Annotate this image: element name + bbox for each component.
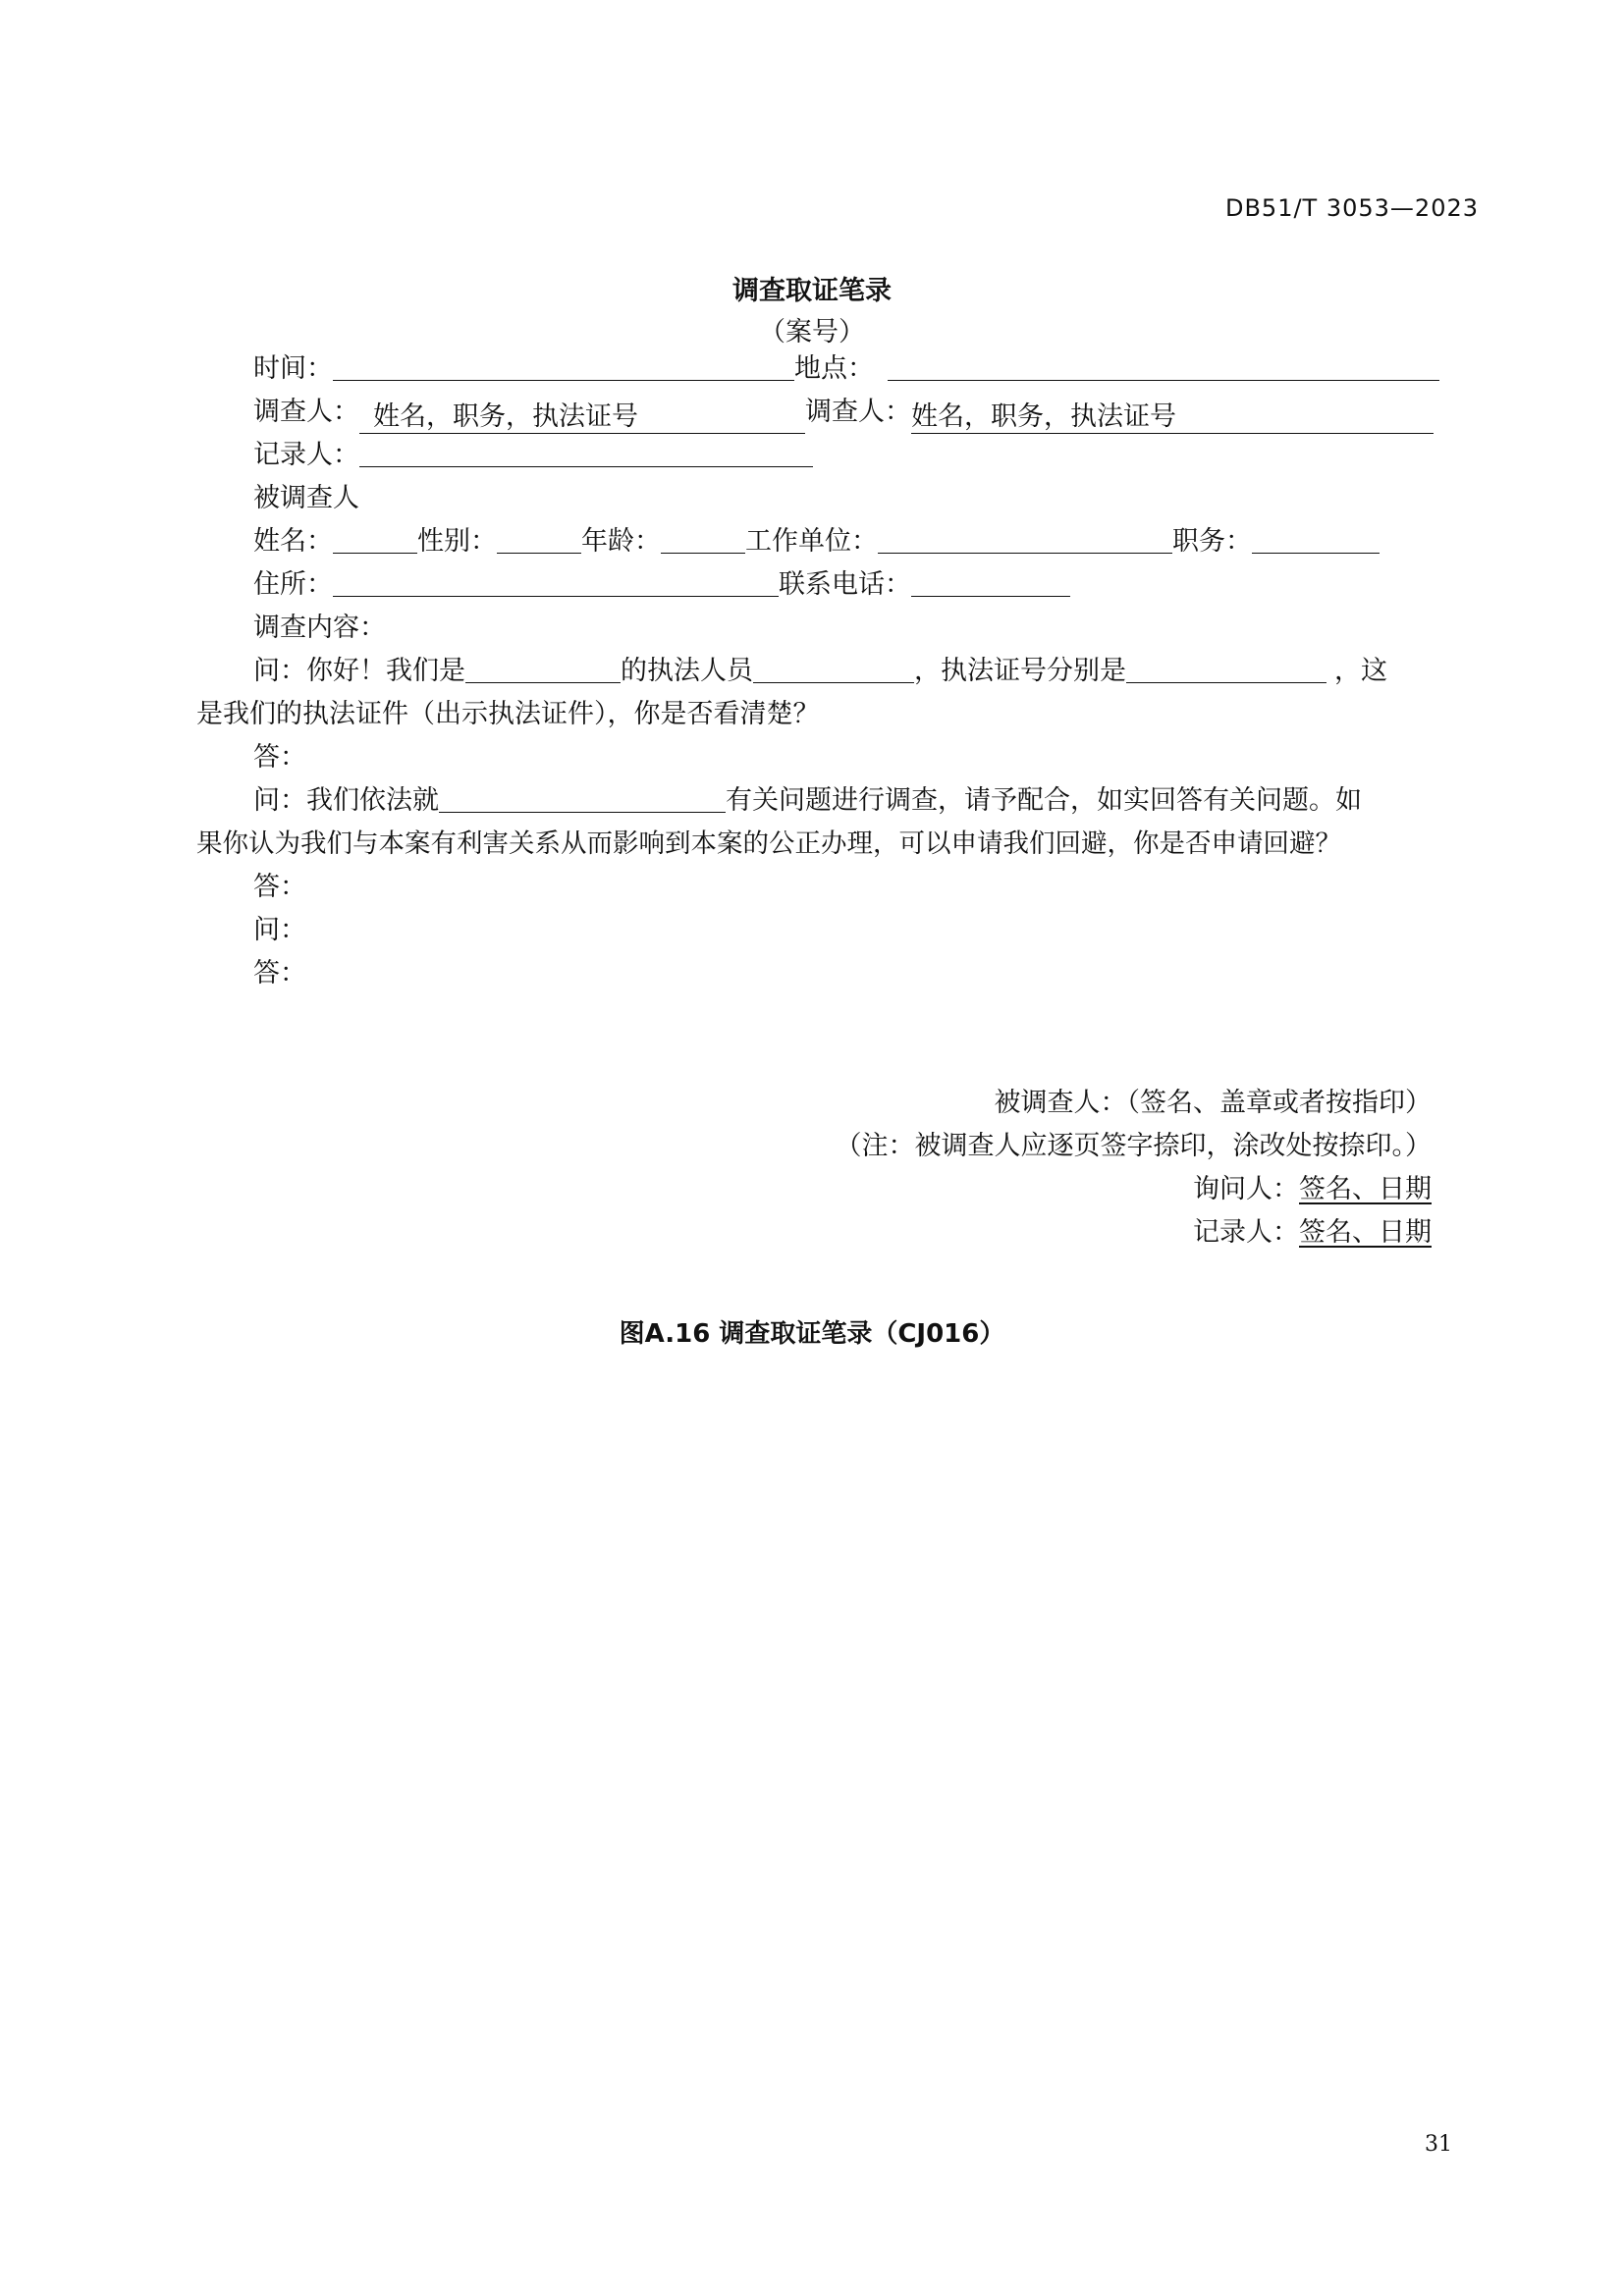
address-label: 住所：: [253, 569, 333, 600]
question-2-line-1: [253, 779, 1432, 823]
position-label: 职务：: [1172, 526, 1252, 557]
inquirer-label: 询问人：: [1193, 1174, 1299, 1204]
place-blank[interactable]: [888, 352, 1439, 381]
phone-blank[interactable]: [911, 568, 1070, 597]
respondent-signature: 被调查人：（签名、盖章或者按指印）: [994, 1088, 1432, 1118]
answer-1: 答：: [253, 742, 306, 773]
investigator-label-1: 调查人：: [253, 397, 359, 427]
recorder-label: 记录人：: [253, 440, 359, 470]
certificate-no-blank[interactable]: [1126, 655, 1326, 683]
age-blank[interactable]: [661, 525, 745, 554]
case-number: （案号）: [759, 317, 865, 347]
time-blank[interactable]: [333, 352, 794, 381]
inquirer-signature-value[interactable]: 签名、日期: [1299, 1174, 1432, 1204]
agency-blank[interactable]: [465, 655, 621, 683]
phone-label: 联系电话：: [779, 569, 911, 600]
recorder-signature-value[interactable]: 签名、日期: [1299, 1217, 1432, 1248]
recorder-blank[interactable]: [359, 439, 813, 467]
address-phone-row: [253, 563, 1432, 607]
investigator-2-value[interactable]: 姓名，职务，执法证号: [911, 401, 1434, 434]
time-place-row: [253, 347, 1432, 391]
matter-blank[interactable]: [439, 784, 726, 813]
question-1-line-2: 是我们的执法证件（出示执法证件），你是否看清楚？: [196, 699, 820, 729]
respondent-info-row: [253, 520, 1432, 563]
standard-code: DB51/T 3053—2023: [1224, 194, 1479, 222]
question-1-part-4: ，这: [1334, 656, 1387, 686]
respondent-heading: 被调查人: [253, 483, 359, 513]
gender-blank[interactable]: [497, 525, 581, 554]
question-1-part-3: ，执法证号分别是: [914, 656, 1126, 686]
question-1-part-2: 的执法人员: [621, 656, 753, 686]
name-blank[interactable]: [333, 525, 417, 554]
figure-caption: 图A.16 调查取证笔录（CJ016）: [619, 1319, 1005, 1349]
question-3: 问：: [253, 915, 306, 945]
officer-blank[interactable]: [753, 655, 914, 683]
position-blank[interactable]: [1252, 525, 1380, 554]
question-2-part-1: 问：我们依法就: [253, 785, 439, 816]
age-label: 年龄：: [581, 526, 661, 557]
gender-label: 性别：: [417, 526, 497, 557]
question-2-line-2: 果你认为我们与本案有利害关系从而影响到本案的公正办理，可以申请我们回避，你是否申请回避？: [196, 828, 1341, 859]
time-label: 时间：: [253, 353, 333, 384]
content-label: 调查内容：: [253, 613, 386, 643]
investigator-label-2: 调查人：: [805, 397, 911, 427]
form-title: 调查取证笔录: [732, 276, 892, 306]
question-1-part-1: 问：你好！我们是: [253, 656, 465, 686]
signature-note: （注：被调查人应逐页签字捺印，涂改处按捺印。）: [835, 1131, 1432, 1161]
employer-blank[interactable]: [878, 525, 1172, 554]
recorder-signature-label: 记录人：: [1193, 1217, 1299, 1248]
recorder-row: [253, 434, 1432, 477]
question-2-part-2: 有关问题进行调查，请予配合，如实回答有关问题。如: [726, 785, 1362, 816]
place-label: 地点：: [794, 353, 874, 384]
recorder-signature-row: [1193, 1211, 1432, 1255]
question-1-line-1: [253, 650, 1432, 693]
address-blank[interactable]: [333, 568, 779, 597]
inquirer-signature-row: [1193, 1168, 1432, 1211]
answer-2: 答：: [253, 872, 306, 902]
investigator-1-value[interactable]: 姓名，职务，执法证号: [359, 401, 805, 434]
answer-3: 答：: [253, 958, 306, 988]
employer-label: 工作单位：: [745, 526, 878, 557]
name-label: 姓名：: [253, 526, 333, 557]
page-number: 31: [1425, 2132, 1452, 2157]
investigator-row: [253, 391, 1432, 434]
